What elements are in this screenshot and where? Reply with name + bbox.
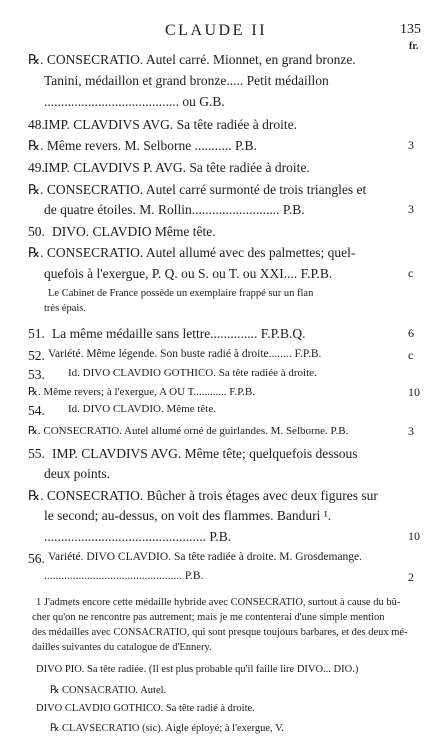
entry-line: ........................................ ou G.B. — [44, 94, 225, 109]
entry-line: ℞. CONSECRATIO. Autel carré. Mionnet, en grand bronze. — [28, 52, 356, 67]
entry-line: deux points. — [44, 466, 110, 481]
entry-line: Tanini, médaillon et grand bronze..... Petit médaillon — [44, 73, 329, 88]
entry-line: IMP. CLAVDIVS P. AVG. Sa tête radiée à droite. — [44, 160, 310, 175]
rarity-count: 2 — [408, 570, 414, 584]
footnote-line: 1 J'admets encore cette médaille hybride avec CONSECRATIO, surtout à cause du bû- — [36, 597, 401, 608]
entry-line: ℞. Même revers; à l'exergue, A OU T............ F.P.B. — [28, 386, 255, 398]
entry-line: le second; au-dessus, on voit des flammes. Banduri ¹. — [44, 508, 332, 523]
entry-line: ℞. CONSECRATIO. Autel allumé avec des palmettes; quel- — [28, 245, 356, 260]
entry-number: 54. — [28, 403, 45, 418]
rarity-count: 3 — [408, 138, 414, 152]
entry-line: IMP. CLAVDIVS AVG. Sa tête radiée à droite. — [44, 117, 297, 132]
entry-line: ℞. Même revers. M. Selborne ........... P.B. — [28, 138, 257, 153]
entry-number: 48. — [28, 117, 45, 132]
entry-number: 55. — [28, 446, 45, 461]
entry-line: très épais. — [44, 303, 86, 314]
signature-mark: fr. — [409, 41, 419, 52]
entry-line: La même médaille sans lettre.............. F.P.B.Q. — [52, 326, 306, 341]
footnote-item: DIVO CLAVDIO GOTHICO. Sa tête radié à droite. — [36, 703, 255, 714]
entry-line: Id. DIVO CLAVDIO. Même tête. — [68, 403, 216, 415]
entry-line: ℞. CONSECRATIO. Autel carré surmonté de trois triangles et — [28, 182, 367, 197]
footnote-item: ℞ CLAVSECRATIO (sic). Aigle éployé; à l'exergue, V. — [50, 723, 284, 734]
entry-line: quefois à l'exergue, P. Q. ou S. ou T. ou XXI.... F.P.B. — [44, 266, 333, 281]
entry-line: Variété. Même légende. Son buste radié à droite........ F.P.B. — [48, 348, 322, 360]
entry-line: ................................................ P.B. — [44, 529, 232, 544]
entry-number: 56. — [28, 551, 45, 566]
entry-line: Le Cabinet de France possède un exemplaire frappé sur un flan — [48, 288, 314, 299]
entry-number: 53. — [28, 367, 45, 382]
rarity-count: 10 — [408, 529, 420, 543]
entry-line: ℞. CONSECRATIO. Autel allumé orné de guirlandes. M. Selborne. P.B. — [28, 425, 349, 437]
rarity-count: 3 — [408, 202, 414, 216]
entry-line: Variété. DIVO CLAVDIO. Sa tête radiée à droite. M. Grosdemange. — [48, 551, 363, 563]
rarity-count: c — [408, 266, 414, 280]
entry-number: 52. — [28, 348, 45, 363]
entry-line: DIVO. CLAVDIO Même tête. — [52, 224, 216, 239]
entry-number: 51. — [28, 326, 45, 341]
rarity-count: 3 — [408, 424, 414, 438]
entry-line: IMP. CLAVDIVS AVG. Même tête; quelquefois dessous — [52, 446, 358, 461]
rarity-count: 6 — [408, 326, 414, 340]
entry-line: de quatre étoiles. M. Rollin.......................... P.B. — [44, 202, 305, 217]
entry-number: 49. — [28, 160, 45, 175]
rarity-count: 10 — [408, 385, 420, 399]
footnote-line: cher qu'on ne rencontre pas autrement; mais je me contenterai d'une simple mention — [32, 612, 385, 623]
page-title: CLAUDE II — [165, 22, 268, 39]
page-number: 135 — [400, 22, 421, 37]
rarity-count: c — [408, 348, 414, 362]
entry-line: ................................................ P.B. — [44, 570, 204, 582]
entry-line: ℞. CONSECRATIO. Bûcher à trois étages avec deux figures sur — [28, 488, 378, 503]
footnote-item: ℞ CONSACRATIO. Autel. — [50, 685, 167, 696]
footnote-item: DIVO PIO. Sa tête radiée. (Il est plus probable qu'il faille lire DIVO... DIO.) — [36, 664, 359, 675]
footnote-line: des médailles avec CONSACRATIO, qui sont presque toujours barbares, et des deux mé- — [32, 627, 408, 638]
entry-line: Id. DIVO CLAVDIO GOTHICO. Sa tête radiée à droite. — [68, 367, 317, 379]
footnote-line: dailles suivantes du catalogue de d'Ennery. — [32, 642, 212, 653]
entry-number: 50. — [28, 224, 45, 239]
